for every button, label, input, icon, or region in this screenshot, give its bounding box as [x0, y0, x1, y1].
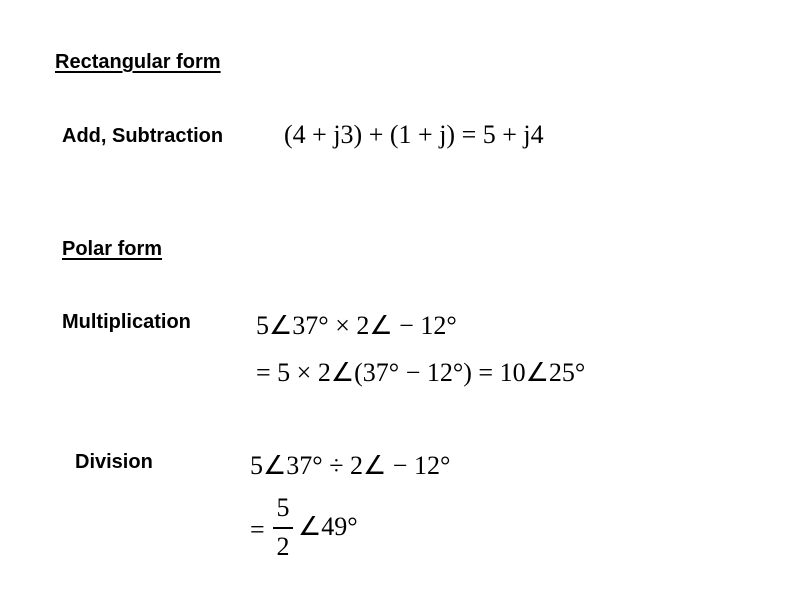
division-equation-line1: 5∠37° ÷ 2∠ − 12°	[250, 451, 451, 480]
division-fraction-numerator: 5	[276, 493, 290, 522]
division-equals-sign: =	[250, 515, 265, 544]
add-subtraction-label: Add, Subtraction	[62, 125, 224, 147]
division-fraction-bar	[273, 527, 293, 529]
polar-form-heading: Polar form	[62, 238, 163, 260]
division-result-angle: ∠49°	[298, 512, 358, 541]
add-subtraction-equation: (4 + j3) + (1 + j) = 5 + j4	[284, 120, 544, 149]
division-fraction-denominator: 2	[276, 532, 290, 561]
rectangular-form-heading: Rectangular form	[55, 51, 221, 73]
multiplication-equation-line2: = 5 × 2∠(37° − 12°) = 10∠25°	[256, 358, 586, 387]
multiplication-label: Multiplication	[62, 311, 191, 333]
division-label: Division	[75, 451, 153, 473]
multiplication-equation-line1: 5∠37° × 2∠ − 12°	[256, 311, 457, 340]
